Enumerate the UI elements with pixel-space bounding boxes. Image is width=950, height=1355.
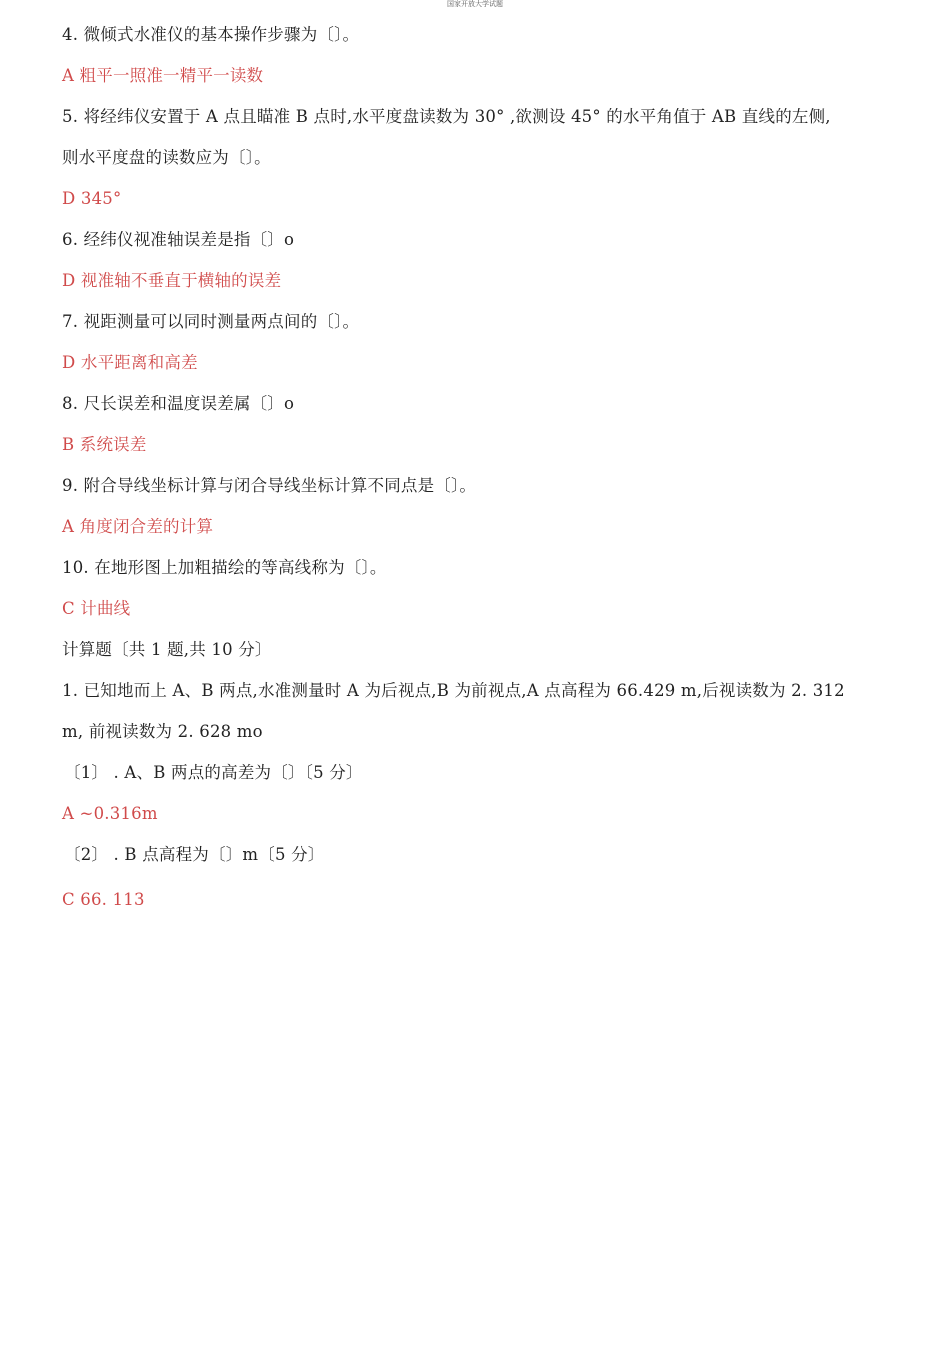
question-4: 4. 微倾式水准仪的基本操作步骤为〔〕。	[62, 25, 360, 44]
calc-question-1: 1. 已知地而上 A、B 两点,水准测量时 A 为后视点,B 为前视点,A 点高程为 66.429 m,后视读数为 2. 312	[62, 681, 845, 700]
answer-6: D 视准轴不垂直于横轴的误差	[62, 271, 282, 290]
answer-4: A 粗平一照准一精平一读数	[62, 66, 264, 85]
answer-subquestion-2: C 66. 113	[62, 890, 145, 909]
answer-10: C 计曲线	[62, 599, 131, 618]
answer-7: D 水平距离和高差	[62, 353, 198, 372]
question-10: 10. 在地形图上加粗描绘的等高线称为〔〕。	[62, 558, 387, 577]
page-header: 国家开放大学试题	[447, 0, 503, 8]
section-heading-calculation: 计算题〔共 1 题,共 10 分〕	[62, 640, 272, 659]
answer-5: D 345°	[62, 189, 122, 208]
question-6: 6. 经纬仪视准轴误差是指〔〕o	[62, 230, 295, 249]
subquestion-2: 〔2〕 . B 点高程为〔〕m〔5 分〕	[64, 845, 325, 864]
subquestion-1: 〔1〕 . A、B 两点的高差为〔〕〔5 分〕	[64, 763, 363, 782]
question-8: 8. 尺长误差和温度误差属〔〕o	[62, 394, 295, 413]
question-9: 9. 附合导线坐标计算与闭合导线坐标计算不同点是〔〕。	[62, 476, 477, 495]
question-7: 7. 视距测量可以同时测量两点间的〔〕。	[62, 312, 360, 331]
calc-question-1-continued: m, 前视读数为 2. 628 mo	[62, 722, 263, 741]
answer-8: B 系统误差	[62, 435, 147, 454]
answer-9: A 角度闭合差的计算	[62, 517, 214, 536]
question-5: 5. 将经纬仪安置于 A 点且瞄准 B 点时,水平度盘读数为 30° ,欲测设 45° 的水平角值于 AB 直线的左侧,	[62, 107, 831, 126]
answer-subquestion-1: A ~0.316m	[62, 804, 158, 823]
question-5-continued: 则水平度盘的读数应为〔〕。	[62, 148, 271, 167]
